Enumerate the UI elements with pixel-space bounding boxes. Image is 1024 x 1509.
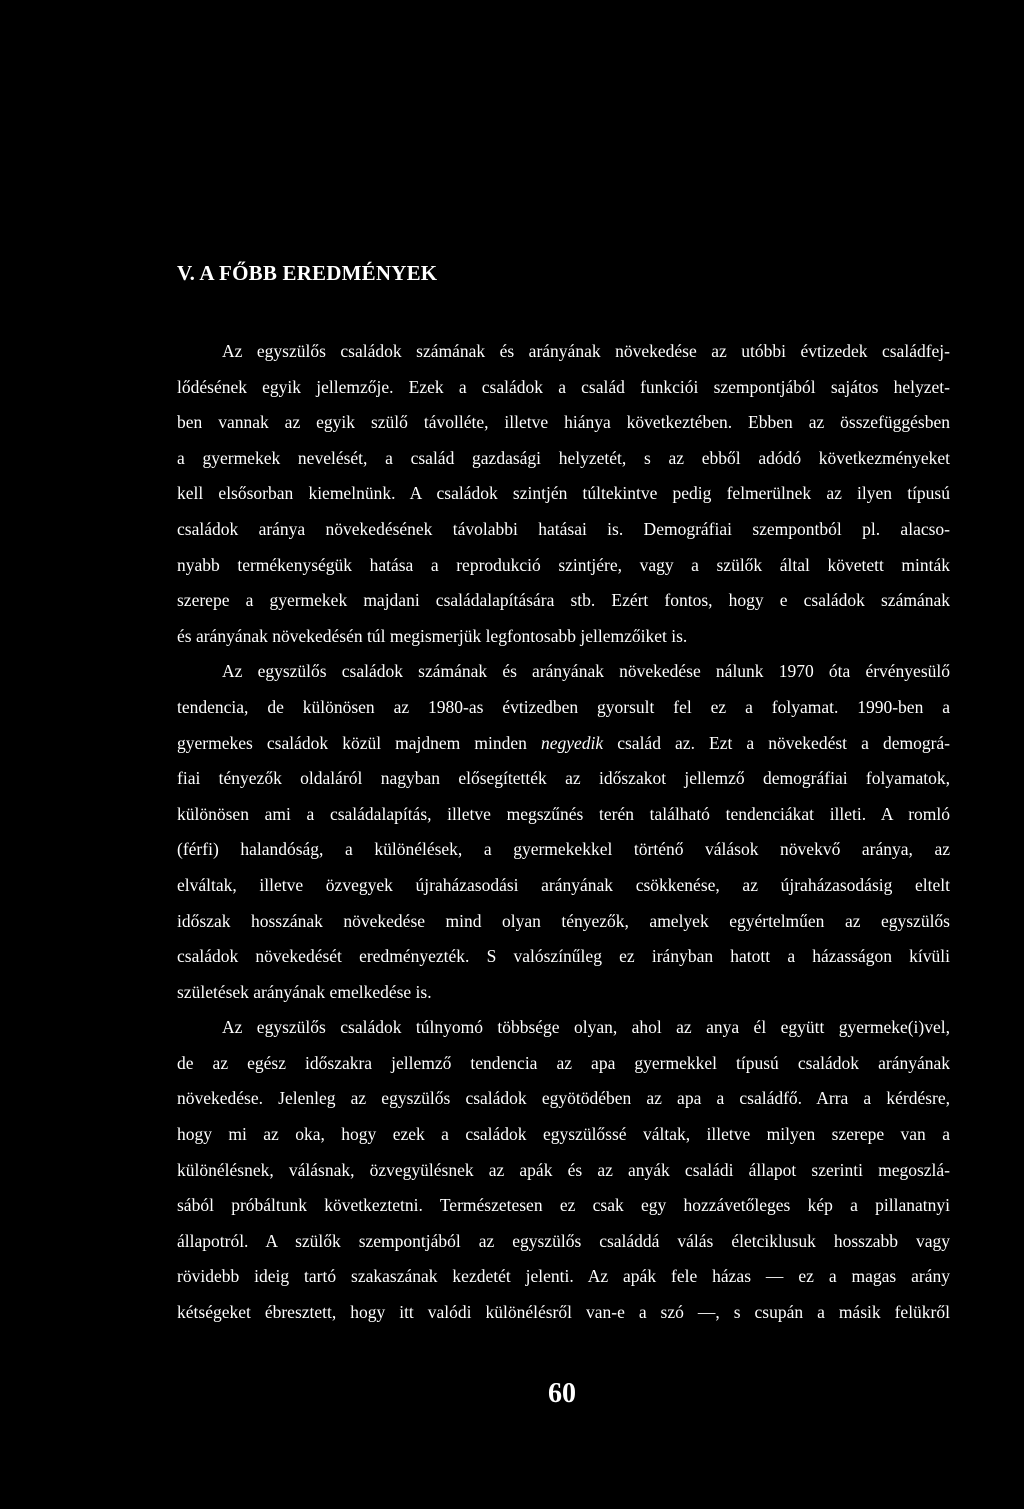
text-line: hogy mi az oka, hogy ezek a családok egyszülőssé váltak, illetve milyen szerepe van a xyxy=(177,1124,950,1145)
text-line: Az egyszülős családok számának és arányának növekedése nálunk 1970 óta érvényesülő xyxy=(222,661,950,682)
text-line: születések arányának emelkedése is. xyxy=(177,981,432,1002)
body-text xyxy=(177,334,950,1331)
text-line: Az egyszülős családok számának és arányának növekedése az utóbbi évtizedek családfej- xyxy=(222,341,950,361)
text-line: lődésének egyik jellemzője. Ezek a családok a család funkciói szempontjából sajátos helyzet- xyxy=(177,376,950,397)
emphasized-word: negyedik xyxy=(540,732,604,753)
text-line: szerepe a gyermekek majdani családalapítására stb. Ezért fontos, hogy e családok számának xyxy=(177,590,950,611)
text-line: Az egyszülős családok túlnyomó többsége olyan, ahol az anya él együtt gyermeke(i)vel, xyxy=(222,1017,950,1038)
chapter-heading: V. A FŐBB EREDMÉNYEK xyxy=(177,261,438,285)
text-line: kétségeket ébresztett, hogy itt valódi különélésről van-e a szó —, s csupán a másik felükről xyxy=(177,1302,950,1323)
text-line: sából próbáltunk következtetni. Természetesen ez csak egy hozzávetőleges kép a pillanatnyi xyxy=(177,1195,950,1216)
text-line: családok növekedését eredményezték. S valószínűleg ez irányban hatott a házasságon kívüli xyxy=(177,946,950,967)
text-line: (férfi) halandóság, a különélések, a gyermekekkel történő válások növekvő aránya, az xyxy=(177,839,950,860)
text-line: időszak hosszának növekedése mind olyan tényezők, amelyek egyértelműen az egyszülős xyxy=(177,910,950,931)
text-line: különélésnek, válásnak, özvegyülésnek az apák és az anyák családi állapot szerinti megoszlá- xyxy=(177,1159,950,1180)
page-number: 60 xyxy=(548,1378,576,1409)
text-line: nyabb termékenységük hatása a reprodukció szintjére, vagy a szülők által követett minták xyxy=(177,554,950,575)
text-line: rövidebb ideig tartó szakaszának kezdetét jelenti. Az apák fele házas — ez a magas arány xyxy=(177,1266,950,1287)
text-segment: gyermekes családok közül majdnem minden xyxy=(177,732,541,753)
text-line xyxy=(177,726,950,762)
text-line: elváltak, illetve özvegyek újraházasodási arányának csökkenése, az újraházasodásig eltelt xyxy=(177,874,950,895)
text-line: családok aránya növekedésének távolabbi hatásai is. Demográfiai szempontból pl. alacso- xyxy=(177,518,950,539)
text-line: fiai tényezők oldaláról nagyban elősegítették az időszakot jellemző demográfiai folyamatok, xyxy=(177,768,950,789)
text-line: különösen ami a családalapítás, illetve megszűnés terén található tendenciákat illeti. A romló xyxy=(177,803,950,824)
text-line: ben vannak az egyik szülő távolléte, illetve hiánya következtében. Ebben az összefüggésben xyxy=(177,412,950,433)
text-line: a gyermekek nevelését, a család gazdasági helyzetét, s az ebből adódó következményeket xyxy=(177,447,950,468)
text-line: növekedése. Jelenleg az egyszülős családok egyötödében az apa a családfő. Arra a kérdésre, xyxy=(177,1088,950,1109)
text-line: de az egész időszakra jellemző tendencia az apa gyermekkel típusú családok arányának xyxy=(177,1052,950,1073)
text-line: tendencia, de különösen az 1980-as évtizedben gyorsult fel ez a folyamat. 1990-ben a xyxy=(177,696,950,717)
text-segment: család az. Ezt a növekedést a demográ- xyxy=(603,732,950,753)
text-line: és arányának növekedésén túl megismerjük legfontosabb jellemzőiket is. xyxy=(177,625,688,646)
text-line: állapotról. A szülők szempontjából az egyszülős családdá válás életciklusuk hosszabb vagy xyxy=(177,1230,950,1251)
text-line: kell elsősorban kiemelnünk. A családok szintjén túltekintve pedig felmerülnek az ilyen típusú xyxy=(177,483,950,504)
